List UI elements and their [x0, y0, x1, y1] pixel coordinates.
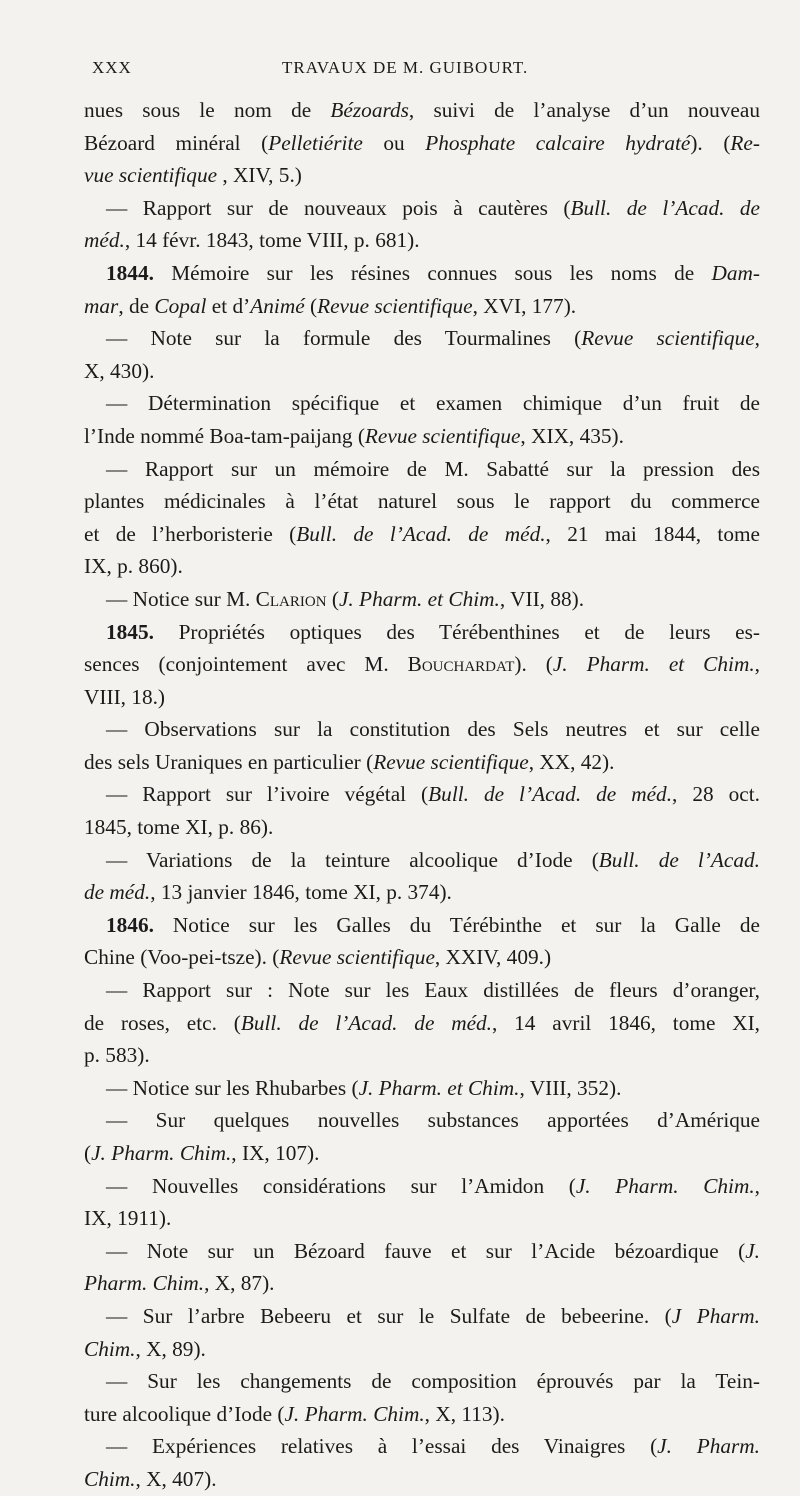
bibliography-text: [84, 94, 760, 1496]
text-line: — Détermination spécifique et examen chimique d’un fruit de: [106, 391, 760, 416]
text-line: — Notice sur M. Clarion (J. Pharm. et Chim., VII, 88).: [106, 586, 585, 611]
text-line: plantes médicinales à l’état naturel sous le rapport du commerce: [84, 489, 760, 514]
text-line: IX, p. 860).: [84, 554, 183, 579]
text-line: X, 430).: [84, 358, 155, 383]
text-line: Pharm. Chim., X, 87).: [84, 1271, 275, 1296]
text-line: 1845. Propriétés optiques des Térébenthines et de leurs es-: [106, 619, 760, 644]
text-line: sences (conjointement avec M. Bouchardat). (J. Pharm. et Chim.,: [84, 652, 760, 677]
text-line: l’Inde nommé Boa-tam-paijang (Revue scientifique, XIX, 435).: [84, 423, 624, 448]
text-line: — Rapport sur l’ivoire végétal (Bull. de l’Acad. de méd., 28 oct.: [106, 782, 760, 807]
text-line: — Sur les changements de composition éprouvés par la Tein-: [106, 1369, 760, 1394]
text-line: des sels Uraniques en particulier (Revue scientifique, XX, 42).: [84, 749, 615, 774]
text-line: — Observations sur la constitution des Sels neutres et sur celle: [106, 717, 760, 742]
text-line: vue scientifique , XIV, 5.): [84, 163, 302, 188]
text-line: — Sur l’arbre Bebeeru et sur le Sulfate de bebeerine. (J Pharm.: [106, 1303, 760, 1328]
text-line: Chim., X, 89).: [84, 1336, 206, 1361]
text-line: Chim., X, 407).: [84, 1466, 217, 1491]
text-line: mar, de Copal et d’Animé (Revue scientifique, XVI, 177).: [84, 293, 577, 318]
text-line: — Sur quelques nouvelles substances apportées d’Amérique: [106, 1108, 760, 1133]
text-line: — Rapport sur de nouveaux pois à cautères (Bull. de l’Acad. de: [106, 195, 760, 220]
text-line: — Variations de la teinture alcoolique d’Iode (Bull. de l’Acad.: [106, 847, 760, 872]
text-line: Bézoard minéral (Pelletiérite ou Phosphate calcaire hydraté). (Re-: [84, 130, 760, 155]
text-line: Chine (Voo-pei-tsze). (Revue scientifique, XXIV, 409.): [84, 945, 552, 970]
running-title: TRAVAUX DE M. GUIBOURT.: [282, 58, 529, 77]
text-line: ture alcoolique d’Iode (J. Pharm. Chim., X, 113).: [84, 1401, 505, 1426]
text-line: — Nouvelles considérations sur l’Amidon (J. Pharm. Chim.,: [106, 1173, 760, 1198]
text-line: 1845, tome XI, p. 86).: [84, 815, 274, 840]
page-number: XXX: [92, 58, 132, 77]
text-line: — Rapport sur un mémoire de M. Sabatté sur la pression des: [106, 456, 760, 481]
text-line: 1846. Notice sur les Galles du Térébinthe et sur la Galle de: [106, 912, 760, 937]
running-header: [92, 58, 748, 88]
text-line: p. 583).: [84, 1043, 150, 1068]
text-line: — Notice sur les Rhubarbes (J. Pharm. et Chim., VIII, 352).: [106, 1075, 622, 1100]
text-line: — Expériences relatives à l’essai des Vinaigres (J. Pharm.: [106, 1434, 760, 1459]
text-line: et de l’herboristerie (Bull. de l’Acad. de méd., 21 mai 1844, tome: [84, 521, 760, 546]
text-line: — Rapport sur : Note sur les Eaux distillées de fleurs d’oranger,: [106, 978, 760, 1003]
text-line: IX, 1911).: [84, 1206, 172, 1231]
text-line: nues sous le nom de Bézoards, suivi de l’analyse d’un nouveau: [84, 98, 760, 122]
text-line: méd., 14 févr. 1843, tome VIII, p. 681).: [84, 228, 420, 253]
text-line: de roses, etc. (Bull. de l’Acad. de méd., 14 avril 1846, tome XI,: [84, 1010, 760, 1035]
text-line: VIII, 18.): [84, 684, 166, 709]
text-line: — Note sur la formule des Tourmalines (Revue scientifique,: [106, 326, 760, 351]
text-line: — Note sur un Bézoard fauve et sur l’Acide bézoardique (J.: [106, 1238, 760, 1263]
text-line: de méd., 13 janvier 1846, tome XI, p. 374).: [84, 880, 452, 905]
text-line: 1844. Mémoire sur les résines connues sous les noms de Dam-: [106, 260, 760, 285]
text-line: (J. Pharm. Chim., IX, 107).: [84, 1141, 320, 1165]
